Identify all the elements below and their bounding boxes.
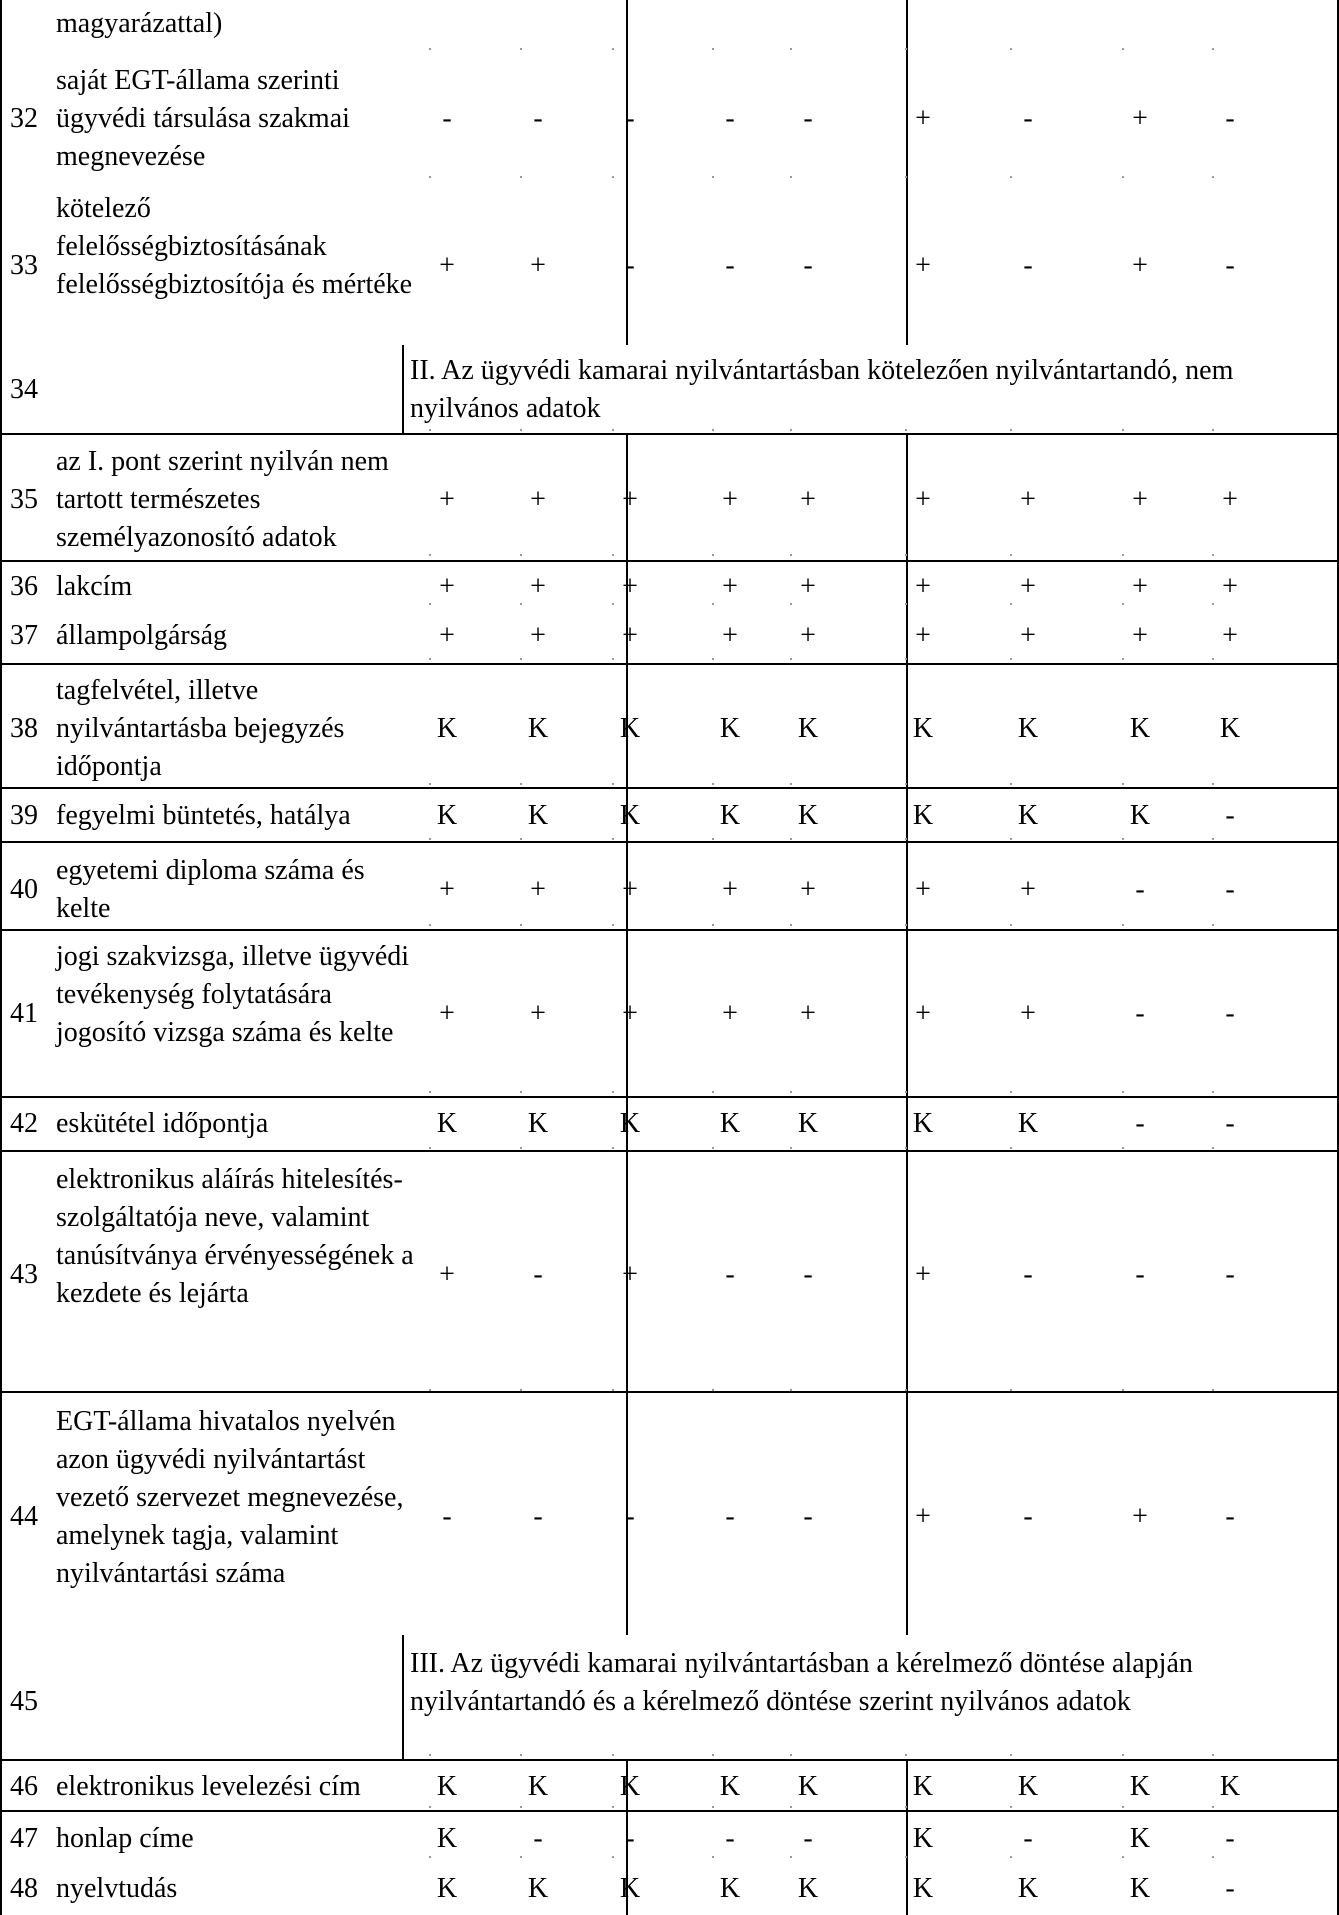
cell-dot	[1010, 554, 1012, 556]
cell-dot	[712, 1389, 714, 1391]
cell-dot	[612, 783, 614, 785]
cell-mark: K	[719, 800, 741, 831]
cell-mark: -	[725, 103, 735, 134]
cell-mark: K	[912, 713, 934, 744]
cell-dot	[520, 838, 522, 840]
cell-mark: -	[725, 1501, 735, 1532]
cell-mark: K	[1017, 1873, 1039, 1904]
cell-mark: -	[442, 1501, 452, 1532]
cell-mark: -	[803, 1501, 813, 1532]
row-number: 35	[10, 484, 38, 515]
cell-dot	[1212, 783, 1214, 785]
row-label: honlap címe	[56, 1823, 194, 1854]
cell-dot	[790, 176, 792, 178]
cell-mark: -	[533, 1823, 543, 1854]
cell-dot	[1010, 1147, 1012, 1149]
cell-dot	[1010, 783, 1012, 785]
cell-dot	[905, 1091, 907, 1093]
cell-mark: +	[722, 998, 738, 1029]
cell-mark: +	[439, 998, 455, 1029]
cell-dot	[712, 783, 714, 785]
row-label: jogi szakvizsga, illetve ügyvédi tevékenység folytatására jogosító vizsga száma és kelte	[56, 941, 410, 1048]
cell-dot	[905, 554, 907, 556]
cell-dot	[905, 176, 907, 178]
cell-mark: K	[912, 1108, 934, 1139]
cell-dot	[1010, 1389, 1012, 1391]
cell-dot	[712, 658, 714, 660]
cell-mark: +	[915, 1501, 931, 1532]
cell-dot	[712, 48, 714, 50]
cell-dot	[1212, 1806, 1214, 1808]
cell-mark: +	[1020, 571, 1036, 602]
cell-dot	[1010, 1091, 1012, 1093]
cell-dot	[905, 924, 907, 926]
cell-dot	[1122, 1754, 1124, 1756]
cell-mark: -	[625, 250, 635, 281]
cell-mark: +	[1132, 250, 1148, 281]
row-label: állampolgárság	[56, 620, 228, 651]
cell-dot	[905, 429, 907, 431]
cell-mark: -	[1225, 998, 1235, 1029]
cell-dot	[1010, 658, 1012, 660]
cell-mark: +	[915, 571, 931, 602]
cell-dot	[429, 1389, 431, 1391]
cell-mark: K	[912, 800, 934, 831]
row-number: 42	[10, 1108, 38, 1139]
cell-mark: -	[1225, 874, 1235, 905]
cell-dot	[712, 429, 714, 431]
cell-mark: +	[915, 103, 931, 134]
cell-mark: -	[442, 103, 452, 134]
cell-mark: K	[619, 713, 641, 744]
cell-mark: -	[533, 103, 543, 134]
row-number: 43	[10, 1259, 38, 1290]
cell-mark: K	[719, 713, 741, 744]
cell-dot	[790, 924, 792, 926]
cell-mark: +	[915, 620, 931, 651]
cell-mark: K	[619, 1771, 641, 1802]
cell-mark: +	[530, 250, 546, 281]
row-number: 47	[10, 1823, 38, 1854]
cell-mark: K	[619, 800, 641, 831]
cell-dot	[1010, 838, 1012, 840]
cell-mark: -	[1023, 1823, 1033, 1854]
cell-dot	[429, 1806, 431, 1808]
row-label: nyelvtudás	[56, 1873, 178, 1904]
cell-dot	[520, 1091, 522, 1093]
cell-dot	[520, 1147, 522, 1149]
cell-mark: +	[915, 1259, 931, 1290]
cell-mark: +	[439, 1259, 455, 1290]
cell-dot	[905, 783, 907, 785]
cell-dot	[790, 658, 792, 660]
cell-dot	[429, 429, 431, 431]
cell-mark: +	[800, 484, 816, 515]
cell-dot	[712, 1091, 714, 1093]
row-label: lakcím	[56, 571, 133, 602]
cell-dot	[905, 838, 907, 840]
cell-mark: K	[912, 1823, 934, 1854]
cell-mark: -	[725, 1823, 735, 1854]
cell-mark: K	[1129, 1771, 1151, 1802]
cell-dot	[790, 1389, 792, 1391]
cell-mark: K	[1129, 1823, 1151, 1854]
cell-mark: +	[1020, 620, 1036, 651]
cell-dot	[1122, 48, 1124, 50]
cell-dot	[520, 1389, 522, 1391]
cell-dot	[612, 1147, 614, 1149]
cell-mark: K	[436, 1823, 458, 1854]
row-number: 44	[10, 1501, 38, 1532]
cell-mark: -	[1225, 1259, 1235, 1290]
cell-dot	[712, 924, 714, 926]
row-label: EGT-állama hivatalos nyelvén azon ügyvédi nyilvántartást vezető szervezet megnevezése, amelynek tagja, valamint nyilvántartási száma	[56, 1406, 404, 1589]
cell-mark: K	[436, 1108, 458, 1139]
cell-dot	[520, 429, 522, 431]
cell-mark: -	[1225, 1823, 1235, 1854]
cell-dot	[520, 658, 522, 660]
cell-mark: -	[1225, 250, 1235, 281]
cell-dot	[520, 783, 522, 785]
cell-mark: +	[1222, 620, 1238, 651]
cell-dot	[905, 1389, 907, 1391]
cell-mark: K	[1129, 1873, 1151, 1904]
cell-mark: -	[625, 1501, 635, 1532]
cell-dot	[1212, 429, 1214, 431]
cell-mark: -	[625, 103, 635, 134]
cell-mark: +	[915, 250, 931, 281]
row-number: 46	[10, 1771, 38, 1802]
cell-mark: K	[527, 1771, 549, 1802]
cell-dot	[790, 429, 792, 431]
cell-mark: -	[1225, 103, 1235, 134]
cell-mark: K	[1129, 800, 1151, 831]
cell-dot	[429, 1147, 431, 1149]
cell-mark: K	[527, 713, 549, 744]
row-label: kötelező felelősségbiztosításának felelősségbiztosítója és mértéke	[56, 193, 413, 300]
cell-mark: K	[527, 800, 549, 831]
cell-mark: +	[800, 620, 816, 651]
cell-mark: -	[1225, 1501, 1235, 1532]
row-number: 33	[10, 250, 38, 281]
row-number: 39	[10, 800, 38, 831]
cell-mark: +	[1132, 484, 1148, 515]
cell-mark: +	[722, 620, 738, 651]
cell-mark: +	[622, 484, 638, 515]
cell-mark: K	[719, 1771, 741, 1802]
cell-dot	[1122, 1091, 1124, 1093]
cell-mark: K	[797, 800, 819, 831]
cell-mark: K	[1219, 713, 1241, 744]
cell-dot	[1212, 554, 1214, 556]
cell-dot	[905, 1147, 907, 1149]
cell-dot	[712, 1806, 714, 1808]
cell-dot	[520, 176, 522, 178]
cell-mark: -	[1023, 1501, 1033, 1532]
cell-dot	[712, 838, 714, 840]
cell-dot	[429, 783, 431, 785]
cell-mark: K	[1017, 1771, 1039, 1802]
cell-mark: K	[527, 1873, 549, 1904]
cell-dot	[429, 176, 431, 178]
cell-dot	[1212, 1091, 1214, 1093]
cell-mark: +	[622, 998, 638, 1029]
cell-mark: +	[1132, 571, 1148, 602]
row-number: 45	[10, 1686, 38, 1717]
cell-dot	[612, 554, 614, 556]
cell-mark: -	[1023, 250, 1033, 281]
cell-mark: K	[1017, 800, 1039, 831]
cell-dot	[712, 1754, 714, 1756]
cell-dot	[1122, 429, 1124, 431]
cell-dot	[429, 658, 431, 660]
cell-mark: -	[803, 250, 813, 281]
cell-mark: +	[439, 874, 455, 905]
cell-dot	[1010, 1754, 1012, 1756]
cell-dot	[612, 1091, 614, 1093]
cell-dot	[1212, 838, 1214, 840]
cell-dot	[612, 176, 614, 178]
row-number: 40	[10, 874, 38, 905]
cell-dot	[520, 48, 522, 50]
cell-dot	[790, 554, 792, 556]
cell-dot	[1212, 1389, 1214, 1391]
cell-mark: -	[1135, 1108, 1145, 1139]
cell-mark: +	[915, 484, 931, 515]
row-label: elektronikus aláírás hitelesítés-szolgáltatója neve, valamint tanúsítványa érvényességének a kezdete és lejárta	[56, 1164, 414, 1309]
cell-mark: -	[625, 1823, 635, 1854]
cell-mark: +	[530, 484, 546, 515]
row-number: 38	[10, 713, 38, 744]
row-number: 37	[10, 620, 38, 651]
cell-dot	[712, 176, 714, 178]
cell-dot	[905, 1806, 907, 1808]
cell-mark: K	[619, 1873, 641, 1904]
section-heading: II. Az ügyvédi kamarai nyilvántartásban kötelezően nyilvántartandó, nem nyilvános adatok	[410, 355, 1234, 424]
cell-dot	[612, 1754, 614, 1756]
cell-mark: K	[719, 1873, 741, 1904]
cell-mark: +	[622, 874, 638, 905]
cell-dot	[429, 48, 431, 50]
cell-mark: -	[725, 1259, 735, 1290]
cell-dot	[429, 1754, 431, 1756]
cell-mark: -	[803, 1259, 813, 1290]
cell-mark: +	[622, 1259, 638, 1290]
cell-dot	[1010, 1806, 1012, 1808]
cell-dot	[520, 1754, 522, 1756]
cell-mark: +	[530, 571, 546, 602]
cell-mark: +	[722, 571, 738, 602]
cell-mark: K	[797, 713, 819, 744]
cell-mark: K	[1129, 713, 1151, 744]
row-label: fegyelmi büntetés, hatálya	[56, 800, 351, 831]
cell-dot	[612, 429, 614, 431]
cell-mark: +	[622, 571, 638, 602]
row-number: 41	[10, 998, 38, 1029]
cell-dot	[1122, 658, 1124, 660]
cell-dot	[790, 783, 792, 785]
cell-mark: -	[803, 1823, 813, 1854]
cell-dot	[790, 1806, 792, 1808]
cell-dot	[1010, 48, 1012, 50]
cell-mark: +	[439, 484, 455, 515]
cell-mark: +	[1020, 484, 1036, 515]
cell-dot	[1212, 176, 1214, 178]
cell-mark: K	[719, 1108, 741, 1139]
cell-mark: K	[912, 1873, 934, 1904]
cell-dot	[790, 1091, 792, 1093]
cell-dot	[429, 1091, 431, 1093]
cell-mark: K	[797, 1873, 819, 1904]
cell-dot	[612, 658, 614, 660]
cell-mark: +	[439, 620, 455, 651]
cell-mark: -	[1225, 1873, 1235, 1904]
cell-dot	[1010, 924, 1012, 926]
row-label: magyarázattal)	[56, 8, 223, 39]
cell-mark: -	[1225, 1108, 1235, 1139]
cell-dot	[1212, 1147, 1214, 1149]
cell-dot	[429, 554, 431, 556]
cell-mark: -	[1023, 1259, 1033, 1290]
cell-dot	[1122, 924, 1124, 926]
row-label: egyetemi diploma száma és kelte	[56, 855, 365, 924]
cell-dot	[790, 838, 792, 840]
cell-mark: K	[619, 1108, 641, 1139]
cell-dot	[520, 924, 522, 926]
cell-mark: -	[1135, 874, 1145, 905]
cell-mark: K	[1017, 713, 1039, 744]
cell-dot	[612, 924, 614, 926]
cell-mark: +	[439, 571, 455, 602]
cell-mark: +	[1222, 571, 1238, 602]
cell-mark: +	[722, 484, 738, 515]
row-number: 36	[10, 571, 38, 602]
cell-mark: +	[1132, 103, 1148, 134]
cell-dot	[612, 1806, 614, 1808]
cell-mark: -	[725, 250, 735, 281]
cell-mark: +	[1132, 620, 1148, 651]
row-label: elektronikus levelezési cím	[56, 1771, 361, 1802]
cell-dot	[1122, 783, 1124, 785]
cell-mark: -	[1135, 998, 1145, 1029]
cell-mark: K	[436, 800, 458, 831]
cell-mark: K	[797, 1108, 819, 1139]
row-number: 32	[10, 103, 38, 134]
cell-mark: -	[533, 1501, 543, 1532]
cell-dot	[520, 1806, 522, 1808]
cell-mark: +	[1222, 484, 1238, 515]
cell-mark: -	[803, 103, 813, 134]
cell-mark: +	[439, 250, 455, 281]
cell-mark: +	[800, 874, 816, 905]
cell-mark: K	[527, 1108, 549, 1139]
row-label: tagfelvétel, illetve nyilvántartásba bejegyzés időpontja	[56, 675, 345, 782]
cell-dot	[1212, 658, 1214, 660]
section-heading: III. Az ügyvédi kamarai nyilvántartásban a kérelmező döntése alapján nyilvántartandó és a kérelmező döntése szerint nyilvános adatok	[410, 1648, 1193, 1717]
cell-mark: +	[530, 998, 546, 1029]
cell-mark: +	[622, 620, 638, 651]
cell-mark: +	[1020, 998, 1036, 1029]
cell-dot	[429, 924, 431, 926]
cell-mark: -	[533, 1259, 543, 1290]
cell-dot	[429, 838, 431, 840]
cell-dot	[790, 1147, 792, 1149]
cell-mark: K	[1219, 1771, 1241, 1802]
cell-dot	[712, 1147, 714, 1149]
cell-mark: +	[915, 998, 931, 1029]
cell-dot	[1010, 429, 1012, 431]
cell-mark: +	[530, 620, 546, 651]
cell-dot	[1212, 48, 1214, 50]
cell-mark: +	[915, 874, 931, 905]
row-label: az I. pont szerint nyilván nem tartott természetes személyazonosító adatok	[56, 446, 389, 553]
cell-dot	[612, 838, 614, 840]
row-label: saját EGT-állama szerinti ügyvédi társulása szakmai megnevezése	[56, 65, 350, 172]
cell-dot	[612, 1389, 614, 1391]
cell-mark: K	[797, 1771, 819, 1802]
cell-mark: -	[1225, 800, 1235, 831]
cell-mark: -	[1135, 1259, 1145, 1290]
cell-mark: +	[530, 874, 546, 905]
cell-mark: +	[1020, 874, 1036, 905]
cell-dot	[790, 1754, 792, 1756]
row-number: 48	[10, 1873, 38, 1904]
cell-dot	[520, 554, 522, 556]
cell-mark: K	[1017, 1108, 1039, 1139]
cell-dot	[905, 658, 907, 660]
cell-dot	[1122, 1389, 1124, 1391]
cell-mark: K	[436, 1771, 458, 1802]
cell-mark: K	[912, 1771, 934, 1802]
cell-mark: +	[722, 874, 738, 905]
cell-mark: +	[800, 571, 816, 602]
cell-mark: K	[436, 713, 458, 744]
cell-dot	[905, 1754, 907, 1756]
cell-dot	[1122, 838, 1124, 840]
row-number: 34	[10, 374, 38, 405]
cell-mark: -	[1023, 103, 1033, 134]
cell-dot	[1122, 176, 1124, 178]
cell-dot	[790, 48, 792, 50]
cell-dot	[905, 48, 907, 50]
cell-dot	[1122, 554, 1124, 556]
cell-dot	[712, 554, 714, 556]
row-label: eskütétel időpontja	[56, 1108, 269, 1139]
cell-dot	[1212, 924, 1214, 926]
cell-dot	[1212, 1754, 1214, 1756]
cell-dot	[1122, 1806, 1124, 1808]
cell-dot	[612, 48, 614, 50]
cell-mark: K	[436, 1873, 458, 1904]
cell-dot	[1010, 176, 1012, 178]
cell-mark: +	[800, 998, 816, 1029]
cell-mark: +	[1132, 1501, 1148, 1532]
cell-dot	[1122, 1147, 1124, 1149]
